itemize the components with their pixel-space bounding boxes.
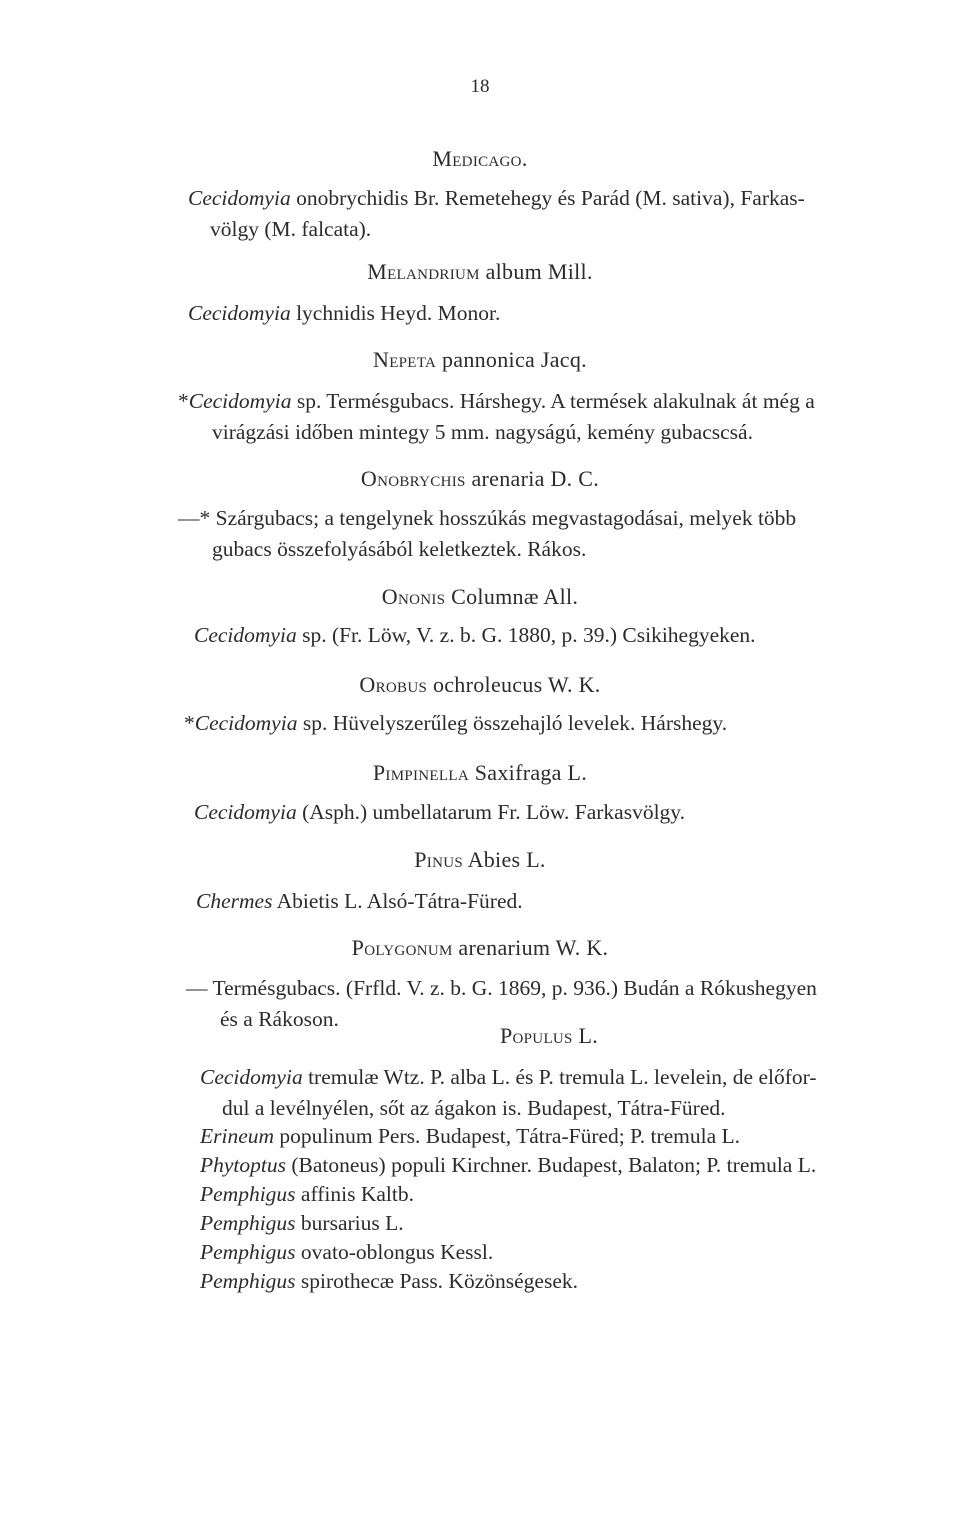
species-name: Saxifraga L. [468, 760, 588, 785]
taxon-italic: Cecidomyia [194, 623, 297, 647]
genus-name: Ononis [381, 584, 446, 609]
section-heading [0, 146, 960, 172]
genus-name: Orobus [359, 672, 428, 697]
section-heading [0, 259, 960, 285]
species-name: ochroleucus W. K. [427, 672, 601, 697]
genus-name: Pimpinella [372, 760, 469, 785]
section-heading [0, 347, 960, 373]
genus-name: Melandrium [367, 259, 480, 284]
section-heading [0, 672, 960, 698]
genus-name: Pinus [414, 847, 463, 872]
entry: *Cecidomyia sp. Hüvelyszerűleg összehajló levelek. Hárshegy. [184, 711, 728, 735]
genus-name: Populus [500, 1023, 573, 1048]
species-name: arenaria D. C. [465, 466, 600, 491]
taxon-italic: Pemphigus [200, 1269, 296, 1293]
entry: Cecidomyia onobrychidis Br. Remetehegy és Parád (M. sativa), Farkas- völgy (M. falcata). [188, 186, 805, 241]
taxon-italic: Chermes [196, 889, 273, 913]
species-name: arenarium W. K. [452, 935, 609, 960]
taxon-italic: Erineum [200, 1124, 275, 1148]
entry: Pemphigus ovato-oblongus Kessl. [200, 1240, 494, 1264]
section-heading [0, 847, 960, 873]
taxon-italic: Cecidomyia [200, 1065, 303, 1089]
section-heading [0, 584, 960, 610]
entry: Phytoptus (Batoneus) populi Kirchner. Budapest, Balaton; P. tremula L. [200, 1153, 817, 1177]
entry: Erineum populinum Pers. Budapest, Tátra-Füred; P. tremula L. [200, 1124, 741, 1148]
genus-name: Nepeta [373, 347, 437, 372]
taxon-italic: Cecidomyia [194, 800, 297, 824]
taxon-italic: Phytoptus [200, 1153, 286, 1177]
entry: Cecidomyia sp. (Fr. Löw, V. z. b. G. 1880, p. 39.) Csikihegyeken. [194, 623, 756, 647]
page-number: 18 [470, 76, 490, 97]
entry: Pemphigus spirothecæ Pass. Közönségesek. [200, 1269, 578, 1293]
entry: — Termésgubacs. (Frfld. V. z. b. G. 1869, p. 936.) Budán a Rókushegyen és a Rákoson. [186, 976, 817, 1031]
species-name: L. [572, 1023, 599, 1048]
entry: Chermes Abietis L. Alsó-Tátra-Füred. [196, 889, 523, 913]
genus-name: Medicago. [432, 146, 528, 171]
taxon-italic: Cecidomyia [194, 711, 298, 735]
taxon-italic: Pemphigus [200, 1240, 296, 1264]
entry: Cecidomyia (Asph.) umbellatarum Fr. Löw. Farkasvölgy. [194, 800, 686, 824]
species-name: Abies L. [462, 847, 546, 872]
entry: Cecidomyia lychnidis Heyd. Monor. [188, 301, 501, 325]
section-heading [500, 1023, 598, 1049]
section-heading [0, 935, 960, 961]
species-name: album Mill. [479, 259, 593, 284]
entry: Pemphigus bursarius L. [200, 1211, 404, 1235]
entry: Cecidomyia tremulæ Wtz. P. alba L. és P. tremula L. levelein, de előfor- dul a levélnyélen, sőt az ágakon is. Budapest, Tátra-Füred. [200, 1065, 817, 1120]
genus-name: Onobrychis [360, 466, 466, 491]
species-name: pannonica Jacq. [436, 347, 587, 372]
entry: —* Szárgubacs; a tengelynek hosszúkás megvastagodásai, melyek több gubacs összefolyásából keletkeztek. Rákos. [178, 506, 797, 561]
genus-name: Polygonum [351, 935, 453, 960]
entry: Pemphigus affinis Kaltb. [200, 1182, 414, 1206]
section-heading [0, 760, 960, 786]
entry: *Cecidomyia sp. Termésgubacs. Hárshegy. A termések alakulnak át még a virágzási időben mintegy 5 mm. nagyságú, kemény gubacscsá. [178, 389, 815, 444]
taxon-italic: Cecidomyia [188, 301, 291, 325]
taxon-italic: Pemphigus [200, 1211, 296, 1235]
taxon-italic: Pemphigus [200, 1182, 296, 1206]
taxon-italic: Cecidomyia [188, 389, 292, 413]
species-name: Columnæ All. [445, 584, 579, 609]
taxon-italic: Cecidomyia [188, 186, 291, 210]
section-heading [0, 466, 960, 492]
